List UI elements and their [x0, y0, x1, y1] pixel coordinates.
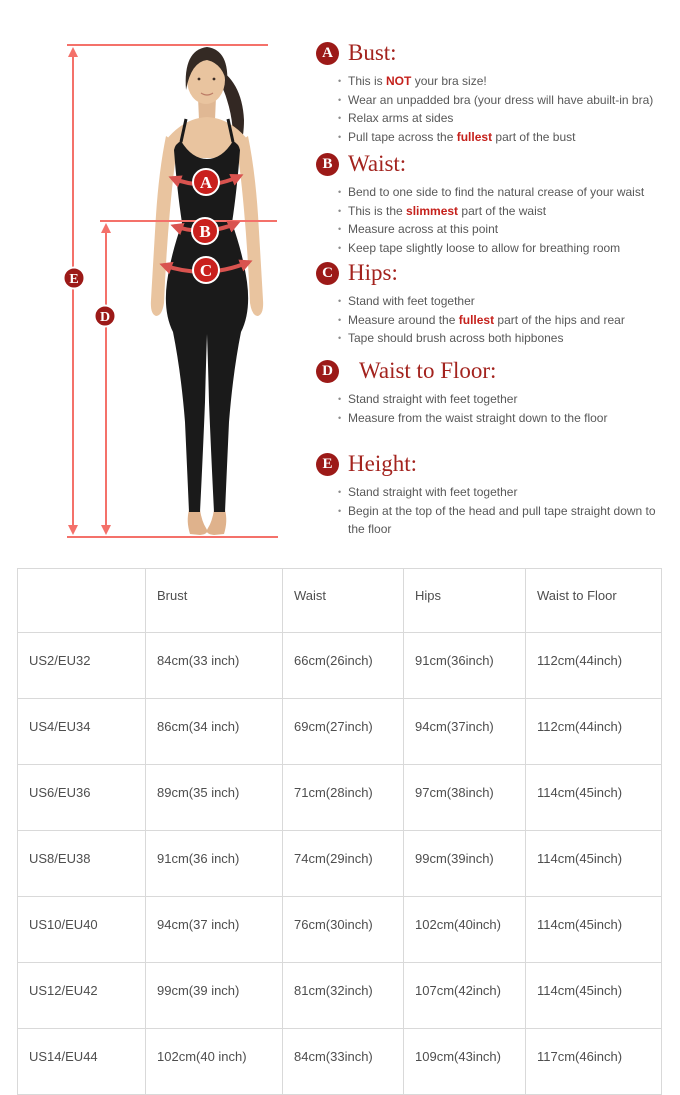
size-cell: 84cm(33 inch): [146, 633, 283, 699]
section-waist-heading: [316, 151, 680, 177]
size-cell: 117cm(46inch): [526, 1029, 662, 1095]
section-title: Height:: [348, 451, 417, 476]
section-letter-badge: A: [316, 42, 339, 65]
section-waist-to-floor-heading: [316, 358, 680, 384]
highlight-text: slimmest: [406, 203, 459, 218]
size-cell: 86cm(34 inch): [146, 699, 283, 765]
bullet-list: [316, 390, 680, 427]
model-silhouette: [151, 47, 263, 535]
measurement-figure: [0, 0, 320, 560]
size-cell: 91cm(36 inch): [146, 831, 283, 897]
table-header-row: [18, 569, 662, 633]
size-cell: 76cm(30inch): [283, 897, 404, 963]
bullet-item: • Stand straight with feet together: [348, 483, 663, 502]
bullet-item: • Wear an unpadded bra (your dress will have abuilt-in bra): [348, 91, 680, 110]
bullet-item: • Keep tape slightly loose to allow for breathing room: [348, 239, 680, 258]
bust-marker-letter: A: [199, 173, 213, 192]
table-row: [18, 699, 662, 765]
model-eye-left: [198, 78, 201, 81]
section-title: Bust:: [348, 40, 397, 65]
model-foot-left: [188, 510, 207, 535]
size-cell: 107cm(42inch): [404, 963, 526, 1029]
size-row-label: US12/EU42: [18, 963, 146, 1029]
size-row-label: US2/EU32: [18, 633, 146, 699]
size-row-label: US14/EU44: [18, 1029, 146, 1095]
size-cell: 112cm(44inch): [526, 633, 662, 699]
header-cell-waist-to-floor: Waist to Floor: [526, 569, 662, 633]
section-hips-heading: [316, 260, 680, 286]
size-cell: 112cm(44inch): [526, 699, 662, 765]
size-cell: 114cm(45inch): [526, 963, 662, 1029]
section-title: Waist:: [348, 151, 407, 176]
size-cell: 102cm(40 inch): [146, 1029, 283, 1095]
size-cell: 91cm(36inch): [404, 633, 526, 699]
height-marker-letter: E: [69, 272, 79, 287]
section-title: Hips:: [348, 260, 398, 285]
hips-marker-letter: C: [199, 261, 213, 280]
waist-marker-letter: B: [199, 222, 211, 241]
section-bust: [316, 40, 680, 146]
size-cell: 89cm(35 inch): [146, 765, 283, 831]
highlight-text: fullest: [456, 129, 493, 144]
bullet-item: • Bend to one side to find the natural crease of your waist: [348, 183, 680, 202]
size-cell: 102cm(40inch): [404, 897, 526, 963]
header-cell-bust: Brust: [146, 569, 283, 633]
section-height: [316, 451, 680, 539]
model-eye-right: [213, 78, 216, 81]
section-letter-badge: C: [316, 262, 339, 285]
header-cell-hips: Hips: [404, 569, 526, 633]
size-cell: 114cm(45inch): [526, 831, 662, 897]
section-waist: [316, 151, 680, 257]
size-cell: 99cm(39inch): [404, 831, 526, 897]
highlight-text: fullest: [458, 312, 495, 327]
bullet-item: • Measure from the waist straight down to the floor: [348, 409, 680, 428]
header-cell-waist: Waist: [283, 569, 404, 633]
bullet-item: • Stand with feet together: [348, 292, 680, 311]
bullet-item: • Measure around the fullest part of the hips and rear: [348, 311, 680, 330]
bullet-item: • This is NOT your bra size!: [348, 72, 680, 91]
size-cell: 114cm(45inch): [526, 897, 662, 963]
size-cell: 94cm(37 inch): [146, 897, 283, 963]
size-row-label: US6/EU36: [18, 765, 146, 831]
waist-to-floor-marker-letter: D: [99, 310, 111, 325]
size-row-label: US8/EU38: [18, 831, 146, 897]
size-cell: 114cm(45inch): [526, 765, 662, 831]
size-cell: 97cm(38inch): [404, 765, 526, 831]
bullet-item: • Pull tape across the fullest part of the bust: [348, 128, 680, 147]
size-table: [17, 568, 662, 1095]
header-cell-size: [18, 569, 146, 633]
table-row: [18, 831, 662, 897]
bullet-list: [316, 72, 680, 146]
table-row: [18, 963, 662, 1029]
section-hips: [316, 260, 680, 348]
size-cell: 94cm(37inch): [404, 699, 526, 765]
model-bodysuit: [166, 141, 248, 512]
size-row-label: US10/EU40: [18, 897, 146, 963]
section-title: Waist to Floor:: [359, 358, 497, 383]
size-row-label: US4/EU34: [18, 699, 146, 765]
bullet-item: • Stand straight with feet together: [348, 390, 680, 409]
table-row: [18, 633, 662, 699]
measurement-figure-svg: [0, 0, 320, 560]
bullet-list: [316, 483, 663, 539]
bullet-item: • Measure across at this point: [348, 220, 680, 239]
size-cell: 81cm(32inch): [283, 963, 404, 1029]
bullet-list: [316, 183, 680, 257]
size-cell: 66cm(26inch): [283, 633, 404, 699]
section-letter-badge: B: [316, 153, 339, 176]
table-row: [18, 765, 662, 831]
section-waist-to-floor: [316, 358, 680, 427]
section-bust-heading: [316, 40, 680, 66]
bullet-item: • Tape should brush across both hipbones: [348, 329, 680, 348]
size-cell: 84cm(33inch): [283, 1029, 404, 1095]
section-height-heading: [316, 451, 680, 477]
bullet-list: [316, 292, 680, 348]
size-cell: 99cm(39 inch): [146, 963, 283, 1029]
bullet-item: • This is the slimmest part of the waist: [348, 202, 680, 221]
instructions-panel: [316, 0, 680, 560]
section-letter-badge: E: [316, 453, 339, 476]
size-cell: 74cm(29inch): [283, 831, 404, 897]
model-foot-right: [207, 510, 226, 535]
section-letter-badge: D: [316, 360, 339, 383]
size-cell: 109cm(43inch): [404, 1029, 526, 1095]
bullet-item: • Relax arms at sides: [348, 109, 680, 128]
size-cell: 69cm(27inch): [283, 699, 404, 765]
table-row: [18, 1029, 662, 1095]
table-row: [18, 897, 662, 963]
bullet-item: • Begin at the top of the head and pull tape straight down to the floor: [348, 502, 663, 539]
size-cell: 71cm(28inch): [283, 765, 404, 831]
highlight-text: NOT: [386, 74, 412, 88]
